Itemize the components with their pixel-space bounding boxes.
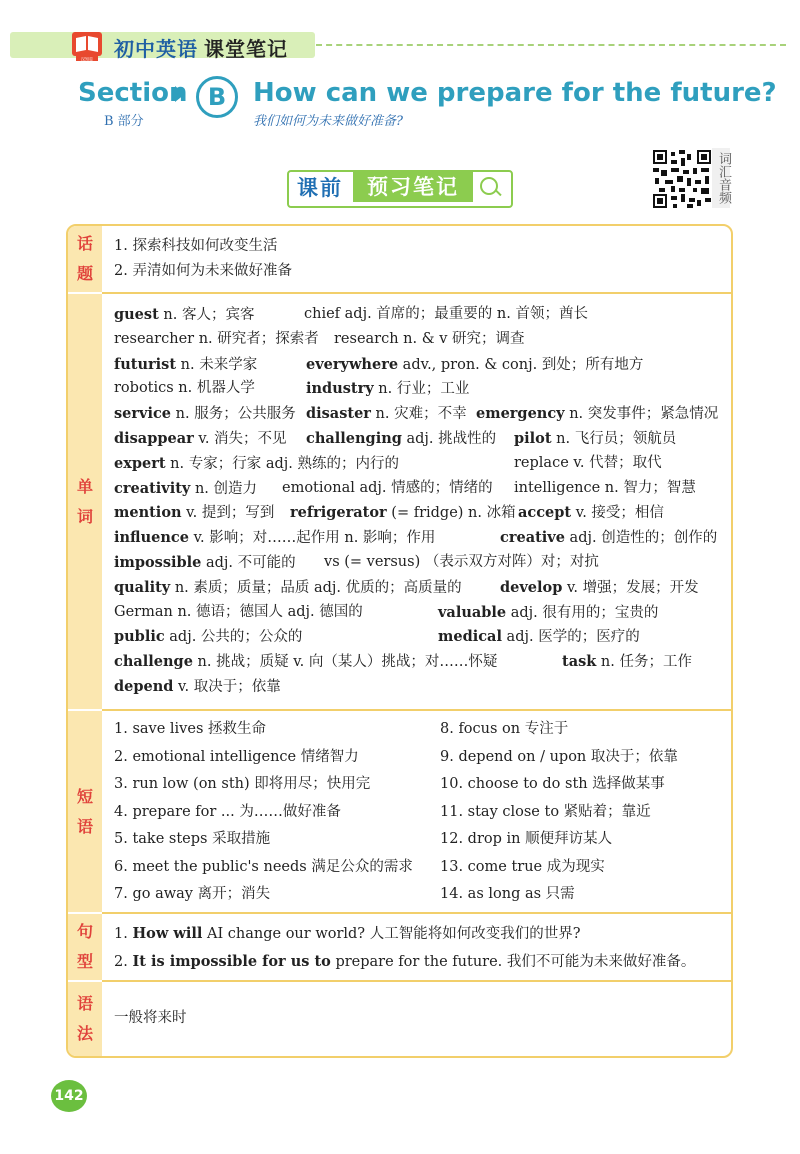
vocab-definition: (= fridge) n. 冰箱	[386, 505, 516, 522]
vocab-word: mention	[114, 504, 182, 522]
label-sentences-char2: 型	[76, 952, 93, 971]
vocab-definition: v. 取决于；依靠	[173, 679, 281, 695]
book-logo-icon	[70, 28, 104, 62]
topic-content	[114, 234, 292, 284]
vocab-definition: v. 增强；发展；开发	[562, 579, 699, 596]
label-grammar-char1: 语	[76, 994, 93, 1013]
phrase-item: 9. depend on / upon 取决于；依靠	[440, 748, 678, 765]
vocab-entry	[114, 451, 399, 477]
notes-table	[66, 224, 733, 1058]
vocab-entry	[500, 575, 699, 601]
vocab-definition: n. 专家；行家 adj. 熟练的；内行的	[165, 455, 399, 472]
magnifier-icon	[480, 177, 498, 195]
topic-item: 1. 探索科技如何改变生活	[114, 238, 278, 254]
vocab-word: refrigerator	[290, 504, 387, 522]
vocab-definition: n. 灾难；不幸	[370, 406, 467, 423]
sentence-number: 1.	[114, 926, 133, 942]
label-grammar	[68, 982, 102, 1056]
label-sentences-char1: 句	[76, 922, 93, 941]
vocab-entry	[114, 575, 462, 601]
vocab-definition: research n. & v 研究；调查	[334, 330, 525, 347]
phrase-item: 11. stay close to 紧贴着；靠近	[440, 803, 651, 820]
vocab-entry	[114, 674, 281, 700]
vocab-definition: adj. 医学的；医疗的	[501, 629, 640, 646]
vocab-word: impossible	[114, 554, 202, 571]
label-grammar-char2: 法	[76, 1024, 93, 1043]
vocab-word: emergency	[476, 405, 565, 423]
vocab-entry	[114, 401, 296, 427]
phrase-item: 12. drop in 顺便拜访某人	[440, 831, 613, 847]
vocab-word: depend	[114, 678, 174, 695]
vocab-definition: adv., pron. & conj. 到处；所有地方	[398, 356, 644, 373]
vocab-entry	[282, 476, 493, 501]
vocab-word: expert	[114, 454, 166, 472]
sentence-item	[114, 948, 695, 976]
header-dashed-line	[316, 44, 786, 46]
vocab-entry	[114, 327, 319, 352]
vocab-definition: v. 提到；写到	[181, 505, 275, 522]
vocab-word: medical	[438, 628, 502, 646]
topic-item: 2. 弄清如何为未来做好准备	[114, 263, 292, 279]
vocab-word: public	[114, 628, 165, 646]
vocab-entry	[306, 352, 643, 378]
vocab-entry	[438, 624, 640, 650]
vocab-entry	[500, 525, 717, 551]
vocab-definition: n. 客人；宾客	[158, 307, 255, 323]
sentences-content	[114, 920, 695, 976]
vocab-definition: adj. 很有用的；宝贵的	[506, 604, 659, 621]
phrases-left	[114, 716, 434, 909]
page-header	[0, 30, 800, 60]
section-letter-badge: B	[196, 76, 238, 118]
section-subtitle-left: B 部分	[104, 114, 144, 129]
vocab-entry	[304, 302, 588, 327]
vocab-entry	[114, 649, 497, 675]
vocab-definition: n. 挑战；质疑 v. 向（某人）挑战；对……怀疑	[192, 654, 498, 671]
page-number: 142	[51, 1080, 87, 1112]
vocab-word: quality	[114, 578, 171, 596]
vocab-entry	[324, 550, 599, 575]
vocab-entry	[114, 600, 363, 625]
sentence-item	[114, 920, 695, 948]
label-words-char1: 单	[76, 476, 93, 496]
vocab-definition: n. 任务；工作	[596, 654, 692, 671]
vocab-word: valuable	[438, 603, 507, 621]
vocab-definition: adj. 挑战性的	[401, 431, 497, 447]
label-sentences	[68, 914, 102, 980]
vocab-definition: adj. 不可能的	[201, 555, 296, 571]
phrase-item: 7. go away 离开；消失	[114, 886, 271, 902]
words-content	[114, 302, 724, 702]
vocab-definition: v. 影响；对……起作用 n. 影响；作用	[188, 530, 436, 547]
phrases-right	[440, 716, 720, 909]
phrase-item: 3. run low (on sth) 即将用尽；快用完	[114, 776, 371, 792]
vocab-entry	[114, 624, 302, 650]
vocab-entry	[514, 476, 696, 501]
vocab-entry	[518, 500, 664, 526]
header-title	[114, 33, 288, 62]
vocab-definition: v. 消失；不见	[193, 431, 287, 447]
badge-part2: 预习笔记	[353, 172, 473, 202]
vocab-entry	[114, 500, 274, 526]
section-word: Section	[78, 78, 188, 108]
vocab-entry	[438, 600, 658, 626]
vocab-entry	[306, 401, 467, 427]
vocab-word: everywhere	[306, 355, 399, 373]
vocab-definition: n. 未来学家	[176, 356, 258, 373]
vocab-definition: n. 服务；公共服务	[171, 406, 296, 423]
vocab-definition: vs (= versus) （表示双方对阵）对；对抗	[324, 554, 599, 570]
vocab-word: disappear	[114, 430, 194, 447]
vocab-entry	[306, 376, 469, 402]
preclass-badge	[287, 170, 509, 204]
vocab-word: creativity	[114, 479, 191, 497]
vocab-entry	[476, 401, 718, 427]
vocab-entry	[114, 302, 254, 328]
phrase-item: 8. focus on 专注于	[440, 721, 569, 737]
phrase-item: 6. meet the public's needs 满足公众的需求	[114, 858, 413, 875]
vocab-entry	[114, 550, 296, 576]
vocab-definition: German n. 德语；德国人 adj. 德国的	[114, 603, 363, 620]
row-divider	[102, 980, 731, 982]
phrase-item: 14. as long as 只需	[440, 886, 575, 902]
vocab-word: develop	[500, 578, 563, 596]
label-phrases	[68, 711, 102, 912]
label-topic	[68, 226, 102, 292]
vocab-entry	[114, 352, 257, 378]
vocab-definition: n. 突发事件；紧急情况	[564, 406, 719, 423]
sentence-number: 2.	[114, 954, 133, 970]
vocab-word: pilot	[514, 430, 552, 447]
vocab-word: accept	[518, 504, 572, 522]
play-arrow-icon	[175, 86, 185, 102]
vocab-entry	[334, 327, 525, 352]
section-question: How can we prepare for the future?	[253, 78, 777, 108]
vocab-definition: replace v. 代替；取代	[514, 454, 662, 471]
label-topic-char1: 话	[76, 234, 93, 253]
vocab-entry	[306, 426, 496, 452]
section-subtitle-right: 我们如何为未来做好准备?	[253, 114, 403, 129]
vocab-definition: emotional adj. 情感的；情绪的	[282, 479, 493, 496]
vocab-definition: v. 接受；相信	[571, 505, 664, 522]
vocab-definition: n. 飞行员；领航员	[551, 431, 677, 447]
vocab-definition: intelligence n. 智力；智慧	[514, 479, 696, 496]
vocab-definition: chief adj. 首席的；最重要的 n. 首领；酋长	[304, 306, 588, 322]
vocab-definition: adj. 创造性的；创作的	[564, 530, 718, 547]
vocab-word: challenging	[306, 430, 402, 447]
sentence-rest: AI change our world? 人工智能将如何改变我们的世界?	[202, 926, 581, 942]
vocab-word: guest	[114, 306, 159, 323]
phrase-item: 2. emotional intelligence 情绪智力	[114, 748, 359, 765]
label-topic-char2: 题	[76, 264, 93, 283]
phrase-item: 4. prepare for ... 为……做好准备	[114, 803, 341, 820]
phrase-item: 1. save lives 拯救生命	[114, 721, 267, 737]
vocab-entry	[114, 476, 257, 502]
label-phrases-char2: 语	[76, 816, 93, 836]
vocab-word: influence	[114, 529, 189, 547]
badge-part1: 课前	[297, 176, 343, 200]
vocab-word: disaster	[306, 405, 371, 423]
vocab-entry	[290, 500, 516, 526]
row-divider	[102, 292, 731, 294]
header-title-main: 初中英语	[114, 37, 198, 61]
vocab-word: industry	[306, 380, 374, 398]
vocab-entry	[114, 426, 287, 452]
phrase-item: 13. come true 成为现实	[440, 858, 605, 875]
vocab-word: challenge	[114, 653, 193, 671]
vocab-word: task	[562, 653, 597, 671]
label-words-char2: 词	[76, 506, 93, 526]
label-words	[68, 294, 102, 709]
vocab-entry	[114, 525, 435, 551]
vocab-definition: robotics n. 机器人学	[114, 380, 255, 397]
phrase-item: 5. take steps 采取措施	[114, 831, 271, 847]
vocab-entry	[514, 451, 662, 476]
row-divider	[102, 709, 731, 711]
grammar-content: 一般将来时	[114, 1010, 187, 1026]
vocab-entry	[114, 376, 255, 401]
phrase-item: 10. choose to do sth 选择做某事	[440, 776, 665, 792]
vocab-definition: n. 行业；工业	[373, 381, 470, 398]
sentence-rest: prepare for the future. 我们不可能为未来做好准备。	[330, 954, 696, 970]
vocab-word: creative	[500, 529, 565, 547]
qr-label: 词汇音频	[712, 148, 730, 208]
vocab-definition: adj. 公共的；公众的	[164, 629, 303, 646]
qr-code-icon[interactable]	[653, 150, 711, 208]
label-phrases-char1: 短	[76, 786, 93, 806]
vocab-entry	[562, 649, 692, 675]
vocab-word: service	[114, 405, 172, 423]
vocab-definition: n. 素质；质量；品质 adj. 优质的；高质量的	[170, 579, 462, 596]
vocab-definition: n. 创造力	[190, 480, 258, 497]
sentence-pattern: It is impossible for us to	[132, 953, 331, 970]
vocab-word: futurist	[114, 355, 177, 373]
row-divider	[102, 912, 731, 914]
vocab-definition: researcher n. 研究者；探索者	[114, 330, 319, 347]
logo-text: 汉知星	[81, 56, 93, 62]
sentence-pattern: How will	[132, 925, 203, 942]
header-title-sub: 课堂笔记	[204, 37, 288, 61]
vocab-entry	[514, 426, 676, 452]
